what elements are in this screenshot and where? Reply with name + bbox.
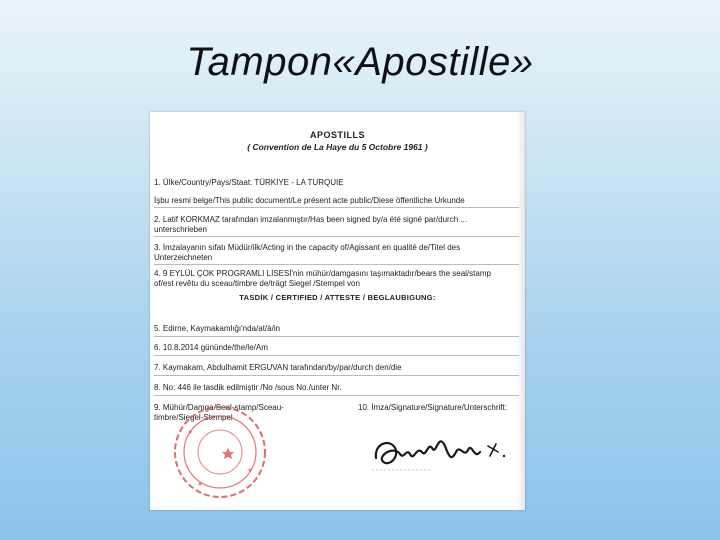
divider	[154, 207, 519, 208]
divider	[154, 395, 519, 396]
divider	[154, 236, 519, 237]
document-line: İşbu resmi belge/This public document/Le présent acte public/Diese öffentliche Urkunde	[154, 196, 465, 205]
document-line: 4. 9 EYLÜL ÇOK PROGRAMLI LİSESİ'nin mühür/damgasını taşımaktadır/bears the seal/stamp	[154, 269, 491, 278]
seal-label: 9. Mühür/Damga/Seal-stamp/Sceau-	[154, 403, 284, 412]
document-subheading: ( Convention de La Haye du 5 Octobre 1961 )	[247, 142, 428, 153]
document-line: 3. İmzalayanın sıfatı Müdür/ilk/Acting in the capacity of/Agissant en qualité de/Titel des	[154, 243, 461, 252]
document-heading: APOSTILLS	[309, 130, 365, 140]
document-item: 6. 10.8.2014 gününde/the/le/Am	[154, 343, 268, 352]
apostille-document	[150, 112, 525, 510]
document-line: 1. Ülke/Country/Pays/Staat: TÜRKİYE - LA TURQUIE	[154, 178, 344, 187]
document-line: Unterzeichneten	[154, 253, 213, 262]
document-item: 8. No: 446 ile tasdik edilmiştir /No /sous No./unter Nr.	[154, 383, 342, 392]
divider	[154, 355, 519, 356]
seal-label: timbre/Siegel-Stempel	[154, 413, 233, 422]
document-line: unterschrieben	[154, 225, 207, 234]
divider	[154, 336, 519, 337]
document-item: 5. Edirne, Kaymakamlığı'nda/at/à/in	[154, 324, 281, 333]
document-line: 2. Latif KORKMAZ tarafından imzalanmıştır/Has been signed by/a été signé par/durch ...	[154, 215, 468, 224]
document-item: 7. Kaymakam, Abdulhamit ERGUVAN tarafından/by/par/durch den/die	[154, 363, 402, 372]
signature-label: 10. İmza/Signature/Signature/Unterschrift:	[358, 403, 507, 412]
divider	[154, 375, 519, 376]
document-header	[150, 130, 525, 153]
divider	[154, 264, 519, 265]
signature-icon	[370, 424, 520, 479]
document-line: of/est revêtu du sceau/timbre de/trägt Siegel /Stempel von	[154, 279, 360, 288]
official-seal-icon	[170, 402, 270, 502]
slide-title: Tampon«Apostille»	[186, 40, 534, 84]
certified-heading: TASDİK / CERTIFIED / ATTESTE / BEGLAUBIGUNG:	[239, 293, 436, 302]
